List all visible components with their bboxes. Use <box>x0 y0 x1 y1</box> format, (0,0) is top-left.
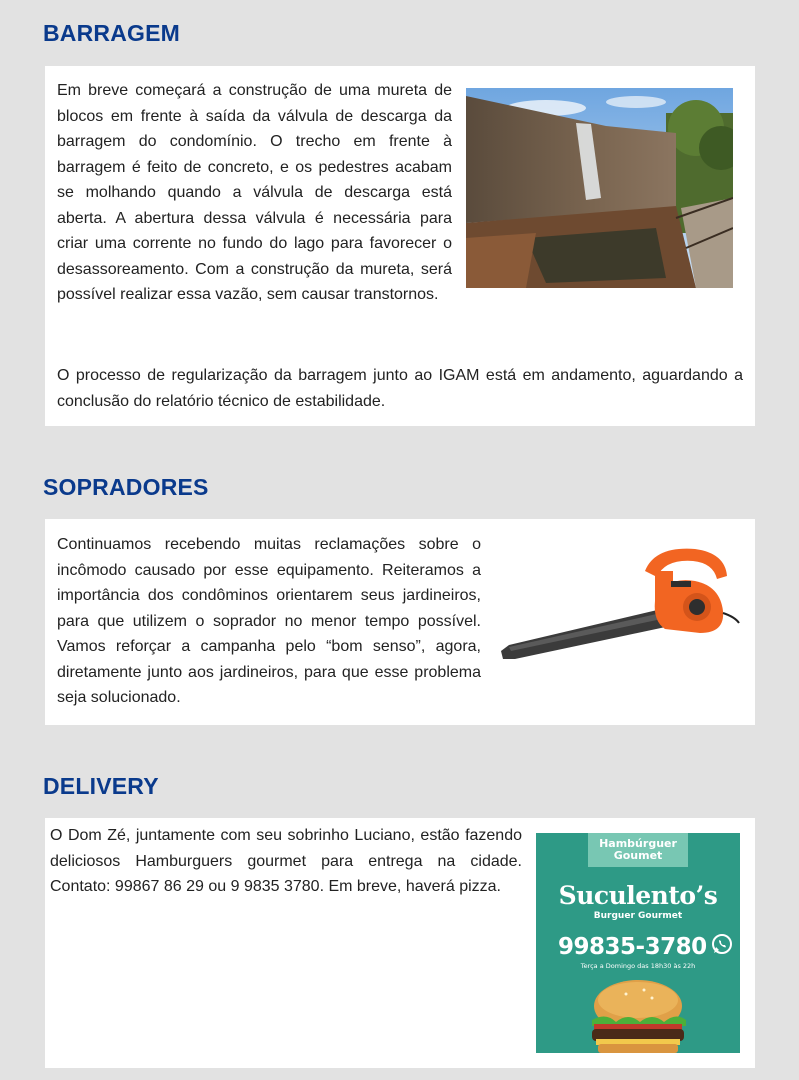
section-title-delivery: DELIVERY <box>43 773 159 799</box>
barragem-paragraph-1: Em breve começará a construção de uma mureta de blocos em frente à saída da válvula de descarga da barragem do condomínio. O trecho em frente à barragem é feito de concreto, e os pedestres acabam se molhando quando a válvula de descarga está aberta. A abertura dessa válvula é necessária para criar uma corrente no fundo do lago para favorecer o desassoreamento. Com a construção da mureta, será possível realizar essa vazão, sem causar transtornos. <box>57 82 452 303</box>
delivery-paragraph: O Dom Zé, juntamente com seu sobrinho Luciano, estão fazendo deliciosos Hamburguers gourmet para entrega na cidade. Contato: 99867 86 29 ou 9 9835 3780. Em breve, haverá pizza. <box>50 827 522 895</box>
ad-tag <box>588 833 688 867</box>
leaf-blower-image <box>495 541 740 666</box>
whatsapp-icon <box>711 933 733 961</box>
ad-hours: Terça a Domingo das 18h30 às 22h <box>580 962 696 970</box>
section-title-sopradores: SOPRADORES <box>43 474 209 500</box>
ad-phone <box>558 933 733 961</box>
delivery-card <box>45 818 755 1068</box>
sopradores-paragraph: Continuamos recebendo muitas reclamações sobre o incômodo causado por esse equipamento. Reiteramos a importância dos condôminos orientarem seus jardineiros, para que utilizem o soprador no menor tempo possível. Vamos reforçar a campanha pelo “bom senso”, agora, diretamente junto aos jardineiros, para que esse problema seja solucionado. <box>57 536 481 706</box>
ad-subtitle: Burguer Gourmet <box>593 911 683 921</box>
ad-tag-line-2: Goumet <box>613 849 663 862</box>
ad-phone-number: 99835-3780 <box>558 934 707 960</box>
burger-ad <box>536 833 740 1053</box>
sopradores-card <box>45 519 755 725</box>
ad-brand: Suculento’s <box>558 881 718 910</box>
barragem-paragraph-2: O processo de regularização da barragem junto ao IGAM está em andamento, aguardando a conclusão do relatório técnico de estabilidade. <box>57 367 743 410</box>
dam-photo <box>466 88 733 288</box>
section-title-barragem: BARRAGEM <box>43 20 181 46</box>
barragem-card <box>45 66 755 426</box>
ad-tag-line-1: Hambúrguer <box>599 837 677 850</box>
burger-image <box>586 976 690 1053</box>
